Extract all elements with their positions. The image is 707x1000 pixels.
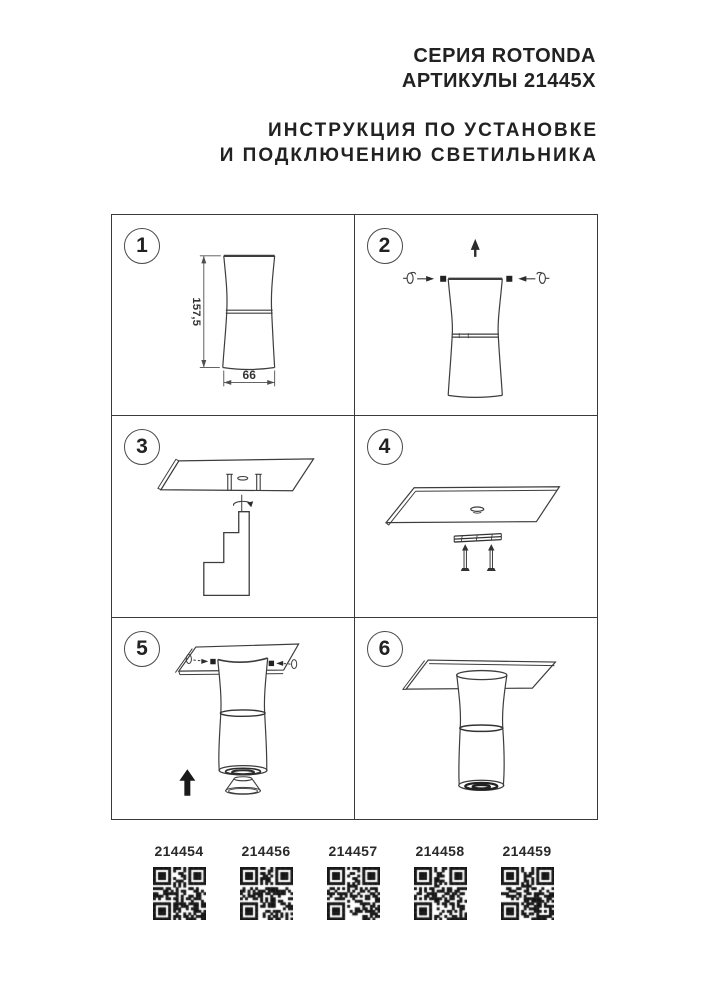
step-1-cell	[112, 215, 355, 416]
series-title: СЕРИЯ ROTONDA	[413, 45, 596, 67]
screw-icon	[460, 544, 469, 571]
step-4-cell	[355, 416, 598, 617]
screw-icon	[506, 276, 512, 282]
step-2-cell	[355, 215, 598, 416]
article-code: 214456	[241, 843, 291, 859]
qr-code	[414, 867, 467, 920]
article-code: 214454	[154, 843, 204, 859]
step-6-cell	[355, 618, 598, 819]
rotate-screw-left-icon	[403, 272, 430, 283]
article-item	[325, 843, 381, 920]
header	[220, 44, 596, 168]
articles-title: АРТИКУЛЫ 21445X	[401, 70, 596, 92]
article-code: 214459	[502, 843, 552, 859]
qr-code	[501, 867, 554, 920]
screw-icon	[210, 659, 215, 664]
qr-code	[153, 867, 206, 920]
rotate-screw-right-icon	[522, 272, 549, 283]
dimension-lines	[200, 256, 275, 387]
steps-grid	[111, 214, 598, 820]
fixture-body	[448, 279, 502, 398]
step-number-badge: 5	[124, 631, 160, 667]
up-arrow-icon	[179, 769, 195, 796]
up-arrow-icon	[470, 239, 479, 257]
ceiling-plate	[386, 487, 559, 525]
instruction-title	[220, 118, 596, 168]
article-item	[238, 843, 294, 920]
screw-icon	[440, 276, 446, 282]
step-number-badge: 2	[367, 228, 403, 264]
hanging-pins	[226, 475, 261, 491]
arrow-head	[276, 661, 283, 666]
instruction-title-line2: И ПОДКЛЮЧЕНИЮ СВЕТИЛЬНИКА	[219, 145, 598, 166]
step-5-cell	[112, 618, 355, 819]
article-item	[151, 843, 207, 920]
qr-code	[327, 867, 380, 920]
instruction-title-line1: ИНСТРУКЦИЯ ПО УСТАНОВКЕ	[268, 120, 598, 141]
article-qr-row	[151, 843, 555, 920]
stepped-bracket	[204, 512, 249, 596]
fixture-body-fill	[456, 671, 506, 785]
step-number-badge: 1	[124, 228, 160, 264]
arrow-head	[201, 659, 208, 664]
article-item	[499, 843, 555, 920]
rotate-arrow-icon	[234, 495, 254, 512]
step-number-badge: 3	[124, 429, 160, 465]
mounting-ring-edge	[454, 534, 501, 542]
height-dimension-label: 157,5	[189, 297, 202, 327]
diffuser-cone	[226, 776, 261, 793]
article-code: 214458	[415, 843, 465, 859]
qr-code	[240, 867, 293, 920]
arrow-head	[518, 276, 526, 282]
width-dimension-label: 66	[242, 367, 256, 382]
step-number-badge: 4	[367, 429, 403, 465]
ceiling-plate	[158, 459, 314, 491]
fixture-body	[223, 256, 275, 370]
article-item	[412, 843, 468, 920]
screw-icon	[269, 660, 274, 665]
step-3-cell	[112, 416, 355, 617]
arrow-head	[426, 276, 434, 282]
dimension-arrows	[201, 256, 274, 385]
article-code: 214457	[328, 843, 378, 859]
screw-icon	[486, 544, 495, 571]
step-number-badge: 6	[367, 631, 403, 667]
fixture-body-fill	[218, 658, 268, 770]
